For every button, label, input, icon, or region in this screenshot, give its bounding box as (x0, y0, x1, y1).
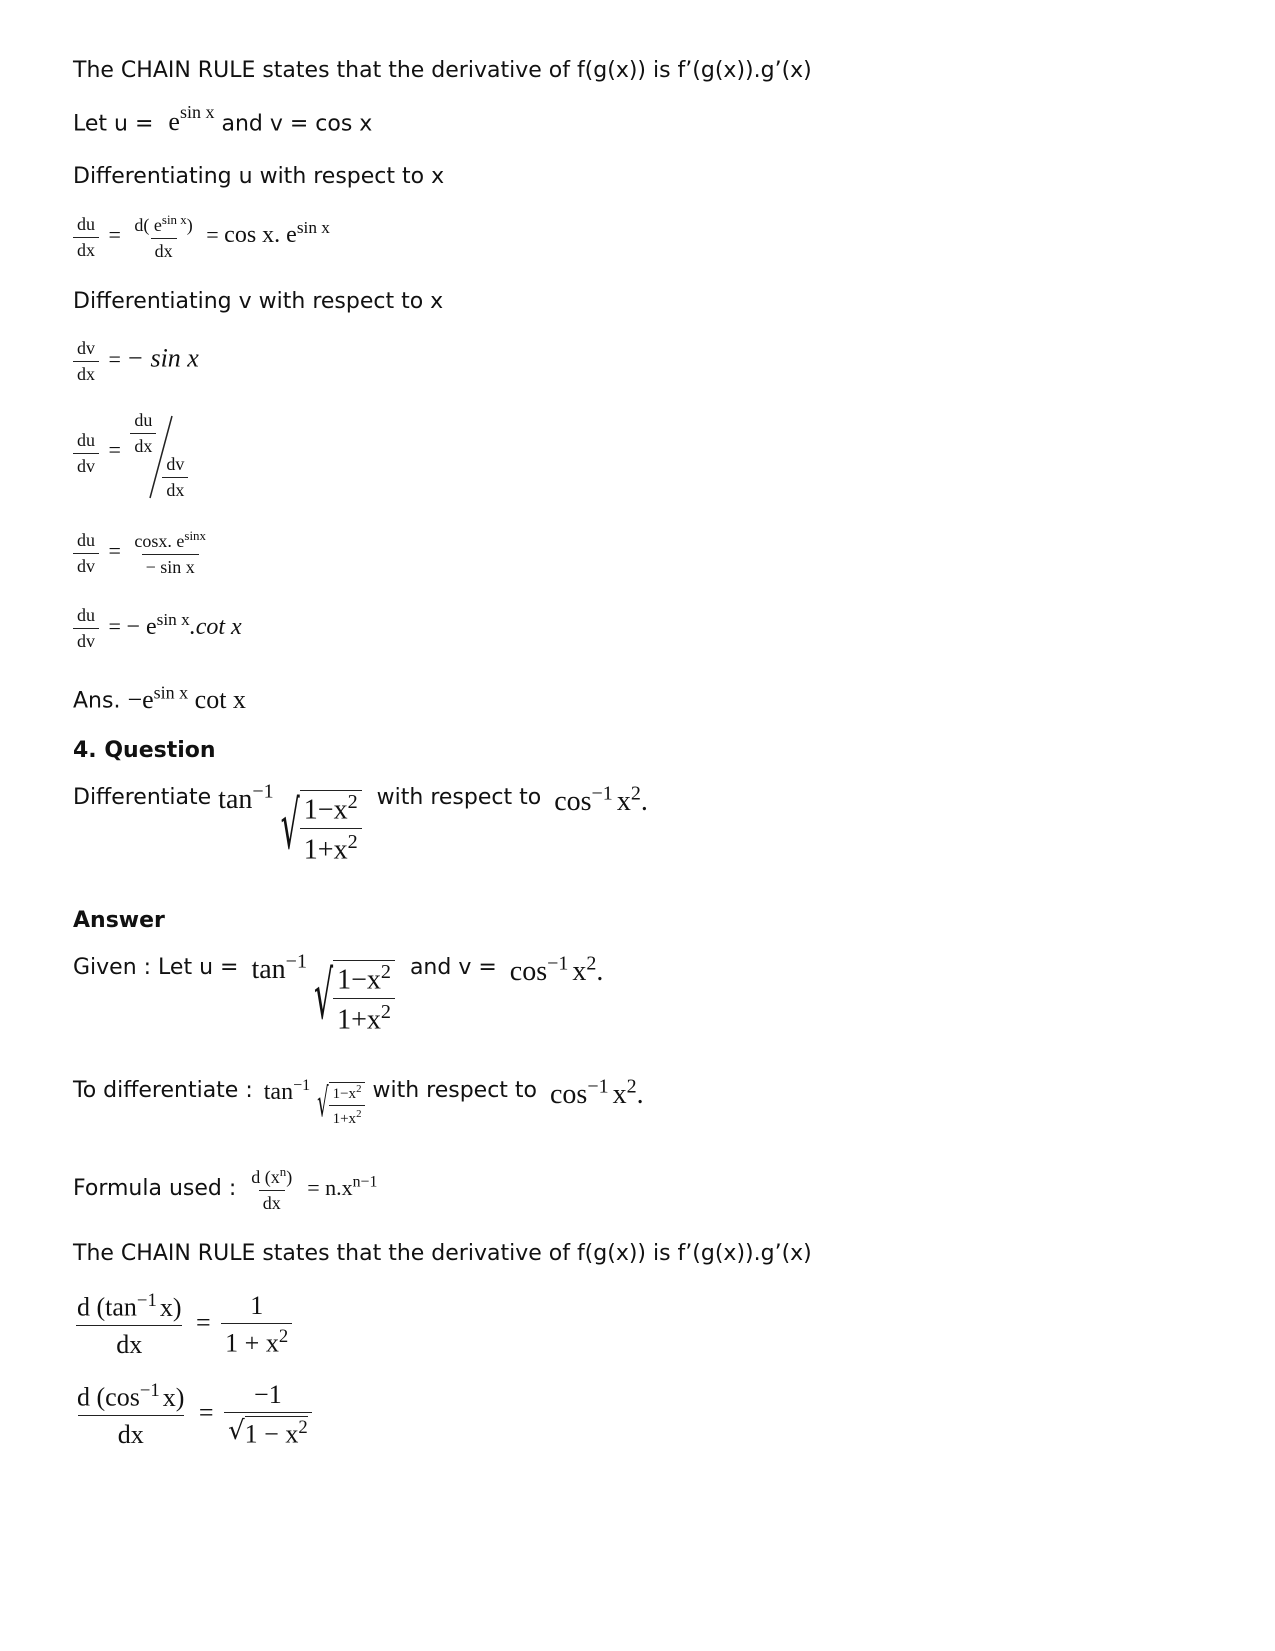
du-numerator: du (77, 213, 95, 234)
cosx-e-sinx: cos x. $e^{sin x}$ (224, 218, 330, 249)
to-differentiate-line: To differentiate : $\tan^{-1}$ √ $\frac{1-x^2}{1+x^2}$ with respect to $\cos^{-1} x^2$. (73, 1075, 644, 1127)
du-dv-ratio: $\frac{du}{dv}$ = $\frac{du}{dx}$ $\frac{dv}{dx}$ (73, 410, 196, 502)
e-base: e (168, 107, 180, 137)
given-line: Given : Let $u = \tan^{-1}$ √ $\frac{1-x^2}{1+x^2}$ and $v = \cos^{-1} x^2$. (73, 951, 604, 1036)
question-statement: Differentiate $\tan^{-1}$ √ $\frac{1-x^2}{1+x^2}$ with respect to $\cos^{-1} x^2$. (73, 781, 648, 866)
du-dv-result: $\frac{du}{dv}$ = − $e^{sin x}.\cot$ x (73, 605, 242, 652)
du-dv-substitution: $\frac{du}{dv}$ = $\frac{\cos x. e^{sinx}}{\text{− sin x}}$ (73, 528, 214, 578)
du-dx-equation (73, 212, 330, 262)
dv-dx-equation: $\frac{dv}{dx}$ = − sin x (73, 338, 199, 385)
equals: = (108, 222, 121, 248)
dx-denominator: dx (73, 237, 99, 261)
minus-sinx: − sin x (126, 343, 199, 373)
d-e-sinx: d( $e^{sin x}$) (134, 212, 193, 235)
diff-u-heading: Differentiating u with respect to x (73, 164, 445, 189)
chain-rule-statement: The CHAIN RULE states that the derivative of f(g(x)) is f’(g(x)).g’(x) (73, 58, 812, 83)
let-u-label: Let u = (73, 111, 154, 137)
chain-rule-statement-2: The CHAIN RULE states that the derivative of f(g(x)) is f’(g(x)).g’(x) (73, 1241, 812, 1266)
sqrt-fraction: √ $\frac{1-x^2}{1+x^2}$ (281, 790, 362, 867)
dx-denominator-2: dx (151, 238, 177, 262)
answer-line-1: Ans. $-e^{sin x}$ cot x (73, 682, 246, 714)
question-heading: 4. Question (73, 738, 216, 763)
cos-inverse-derivative: $\frac{d (\cos^{-1} x)}{dx}$ = −1 √ $1 - x^2$ (73, 1380, 316, 1450)
formula-used-line: Formula used : $\frac{d (x^n)}{dx}$ = $n.x^{n-1}$ (73, 1164, 378, 1213)
let-u-v-line (73, 102, 373, 137)
sinx-exponent: sin x (179, 102, 215, 122)
diff-v-heading: Differentiating v with respect to x (73, 289, 444, 314)
equals-2: = (206, 222, 219, 248)
answer-heading: Answer (73, 908, 165, 933)
tan-inverse-derivative: $\frac{d (\tan^{-1} x)}{dx}$ = $\frac{1}{1 + x^2}$ (73, 1290, 296, 1360)
and-v-label: and v = cos x (221, 111, 373, 137)
